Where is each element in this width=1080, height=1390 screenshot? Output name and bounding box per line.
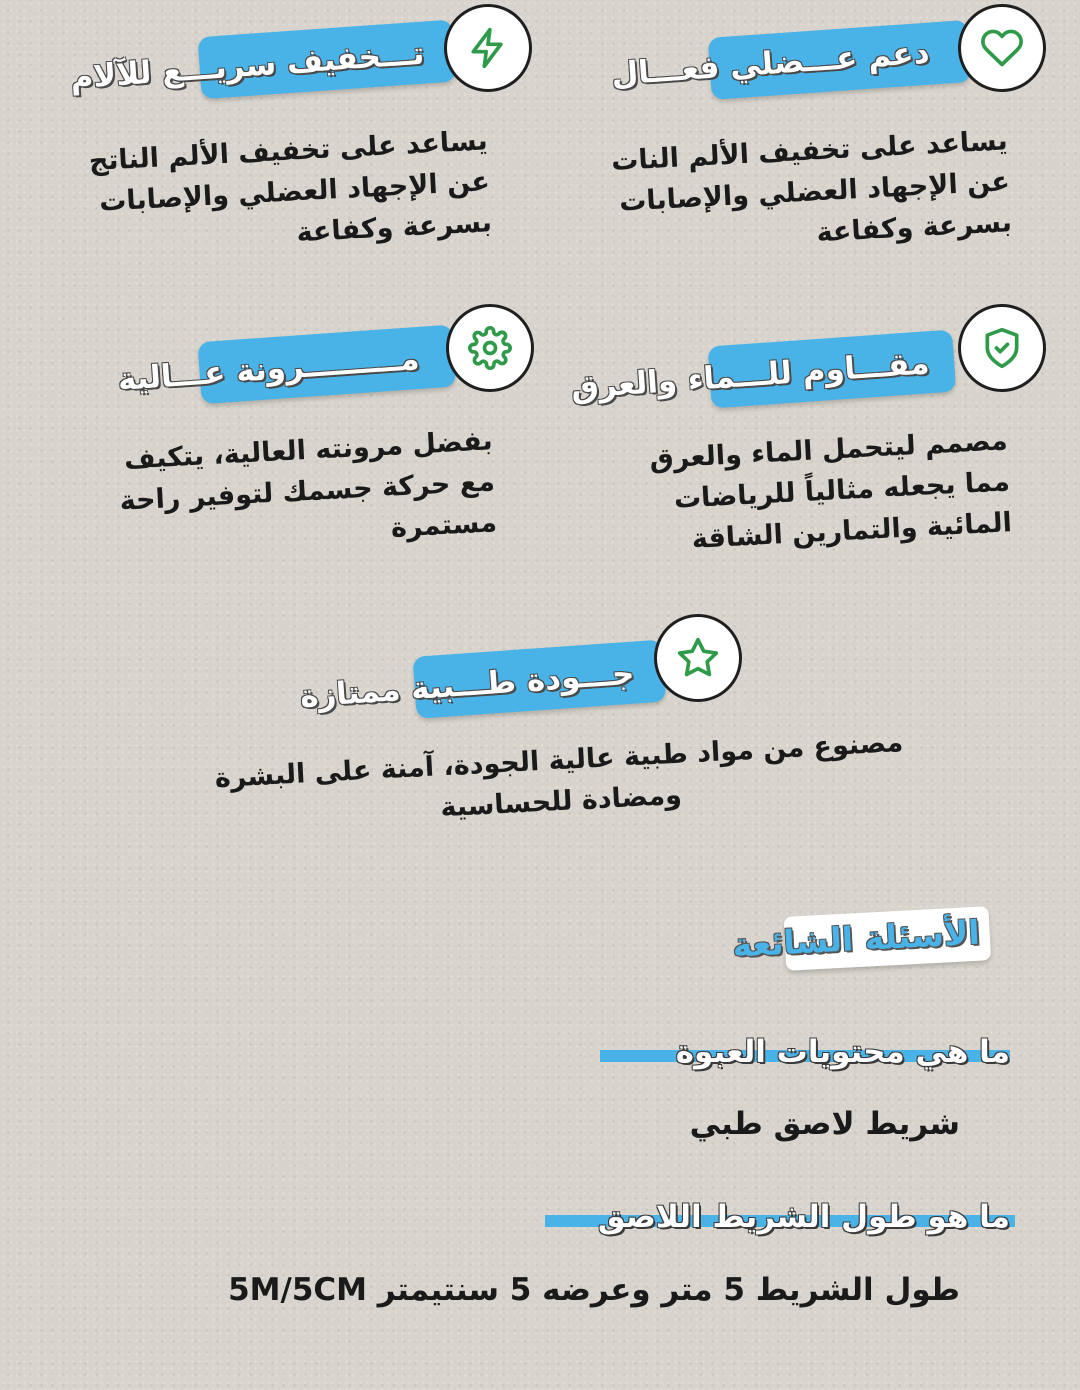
faq-heading — [688, 900, 991, 986]
shield-check-icon — [958, 304, 1046, 392]
feature-description: مصنوع من مواد طبية عالية الجودة، آمنة على البشرة ومضادة للحساسية — [213, 727, 904, 824]
faq-question-1 — [590, 1030, 1020, 1080]
feature-description: بفضل مرونته العالية، يتكيف مع حركة جسمك لتوفير راحة مستمرة — [118, 425, 498, 544]
feature-title-tag — [98, 323, 453, 427]
feature-description: مصمم ليتحمل الماء والعرق مما يجعله مثالياً للرياضات المائية والتمارين الشاقة — [648, 425, 1013, 555]
faq-question-2 — [540, 1196, 1020, 1246]
heart-icon — [958, 4, 1046, 92]
feature-title-tag — [298, 638, 668, 743]
question-text: ما هو طول الشريط اللاصق — [597, 1199, 1010, 1235]
faq-title: الأسئلة الشائعة — [731, 912, 981, 965]
feature-title: تـــخفيف سريـــع للآلام — [69, 35, 426, 97]
lightning-icon — [444, 4, 532, 92]
feature-title: مـــــــــرونة عـــالية — [116, 340, 421, 398]
gear-icon — [446, 304, 534, 392]
faq-answer-1: شريط لاصق طبي — [689, 1106, 960, 1142]
feature-title: دعم عـــضلي فعـــال — [610, 34, 931, 93]
feature-title: جـــودة طـــبية ممتازة — [298, 655, 636, 715]
feature-title-tag — [610, 17, 953, 118]
star-icon — [654, 614, 742, 702]
feature-title: مقـــاوم للـــماء والعرق — [569, 345, 931, 407]
feature-description: يساعد على تخفيف الألم الناتج عن الإجهاد العضلي والإصابات بسرعة وكفاعة — [88, 125, 493, 249]
feature-title-tag — [569, 328, 953, 432]
faq-answer-2: طول الشريط 5 متر وعرضه 5 سنتيمتر 5M/5CM — [228, 1272, 960, 1308]
feature-title-tag — [69, 18, 458, 123]
feature-description: يساعد على تخفيف الألم النات عن الإجهاد العضلي والإصابات بسرعة وكفاعة — [610, 125, 1013, 249]
question-text: ما هي محتويات العبوة — [675, 1034, 1010, 1070]
